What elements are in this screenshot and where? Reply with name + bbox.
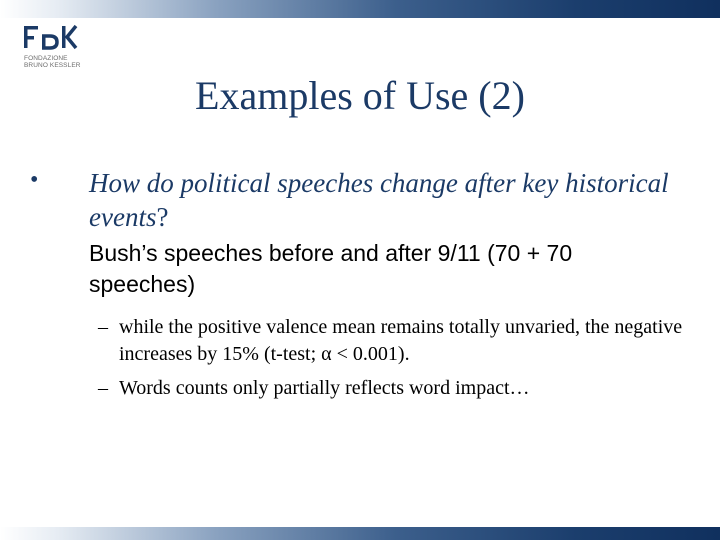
sub-point — [98, 375, 688, 405]
dash-icon: – — [98, 316, 108, 338]
bottom-gradient-bar — [0, 527, 720, 540]
sub-point — [98, 314, 688, 374]
logo-text — [24, 55, 84, 69]
bullet-icon: • — [30, 167, 39, 193]
fbk-logo — [24, 24, 84, 72]
question-mark: ? — [156, 202, 169, 232]
sub-point-text: Words counts only partially reflects word impact… — [119, 377, 530, 399]
sub-point-text: while the positive valence mean remains totally unvaried, the negative increases by 15% (t-test; α < 0.001). — [119, 316, 683, 365]
logo-text-line1: FONDAZIONE — [24, 55, 68, 62]
question-text — [89, 166, 689, 234]
fbk-logo-icon — [24, 24, 80, 54]
logo-text-line2: BRUNO KESSLER — [24, 62, 81, 69]
dash-icon: – — [98, 377, 108, 399]
question-body: How do political speeches change after key historical events — [89, 168, 669, 232]
slide-title: Examples of Use (2) — [195, 73, 525, 118]
subtext-paragraph: Bush’s speeches before and after 9/11 (70 + 70 speeches) — [89, 240, 573, 297]
top-gradient-bar — [0, 0, 720, 18]
